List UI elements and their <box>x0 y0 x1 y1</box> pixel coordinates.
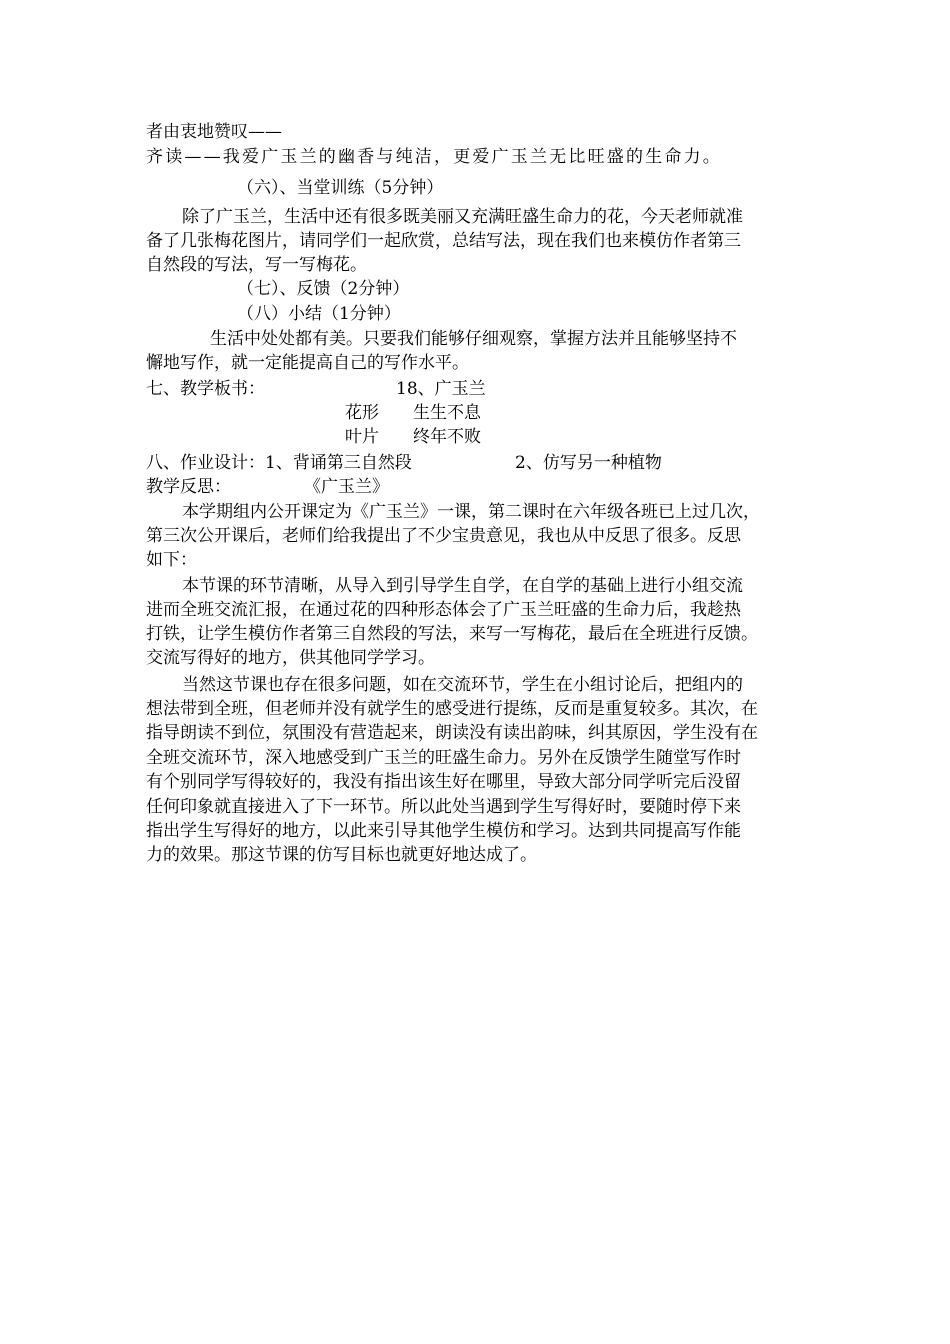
text-line-choral-reading: 齐读——我爱广玉兰的幽香与纯洁，更爱广玉兰无比旺盛的生命力。 <box>146 147 722 167</box>
text-line-18: 如下： <box>146 550 197 570</box>
text-line-23: 当然这节课也存在很多问题，如在交流环节，学生在小组讨论后，把组内的 <box>182 675 743 695</box>
text-line-10: 懈地写作，就一定能提高自己的写作水平。 <box>146 353 469 373</box>
board-term-evergreen: 终年不败 <box>413 427 481 447</box>
reflection-label: 教学反思： <box>146 477 231 497</box>
text-line-26: 全班交流环节，深入地感受到广玉兰的旺盛生命力。另外在反馈学生随堂写作时 <box>146 748 741 768</box>
text-line-25: 指导朗读不到位，氛围没有营造起来，朗读没有读出韵味，纠其原因，学生没有在 <box>146 723 758 743</box>
text-line-9: 生活中处处都有美。只要我们能够仔细观察，掌握方法并且能够坚持不 <box>210 329 737 349</box>
board-writing-row <box>146 377 806 401</box>
text-line-29: 指出学生写得好的地方，以此来引导其他学生模仿和学习。达到共同提高写作能 <box>146 821 741 841</box>
board-term-endless-life: 生生不息 <box>413 403 481 423</box>
board-term-leaf: 叶片 <box>345 427 379 447</box>
text-line-22: 交流写得好的地方，供其他同学学习。 <box>146 648 435 668</box>
section-heading-7: （七）、反馈（2分钟） <box>237 279 410 299</box>
text-line-19: 本节课的环节清晰，从导入到引导学生自学，在自学的基础上进行小组交流 <box>182 576 743 596</box>
homework-row <box>146 451 806 475</box>
text-line-5: 备了几张梅花图片，请同学们一起欣赏，总结写法，现在我们也来模仿作者第三 <box>146 231 741 251</box>
section-heading-8: （八）小结（1分钟） <box>237 304 401 324</box>
text-line-21: 打铁，让学生模仿作者第三自然段的写法，来写一写梅花，最后在全班进行反馈。 <box>146 624 758 644</box>
homework-item-2: 2、仿写另一种植物 <box>515 453 662 473</box>
section-heading-6: （六）、当堂训练（5分钟） <box>237 178 444 198</box>
text-line-30: 力的效果。那这节课的仿写目标也就更好地达成了。 <box>146 845 537 865</box>
text-line-27: 有个别同学写得较好的，我没有指出该生好在哪里，导致大部分同学听完后没留 <box>146 772 741 792</box>
board-writing-title: 18、广玉兰 <box>396 379 486 399</box>
reflection-title: 《广玉兰》 <box>304 477 389 497</box>
reflection-heading-row <box>146 475 806 499</box>
board-term-flower-shape: 花形 <box>345 403 379 423</box>
board-writing-row-flower <box>345 401 545 425</box>
text-line-17: 第三次公开课后，老师们给我提出了不少宝贵意见，我也从中反思了很多。反思 <box>146 526 741 546</box>
board-writing-row-leaf <box>345 425 545 449</box>
text-line-28: 任何印象就直接进入了下一环节。所以此处当遇到学生写得好时，要随时停下来 <box>146 797 741 817</box>
homework-item-1: 八、作业设计：1、背诵第三自然段 <box>146 453 412 473</box>
text-line-1: 者由衷地赞叹—— <box>146 122 282 142</box>
text-line-24: 想法带到全班，但老师并没有就学生的感受进行提练，反而是重复较多。其次，在 <box>146 699 758 719</box>
board-writing-label: 七、教学板书： <box>146 379 265 399</box>
text-line-20: 进而全班交流汇报，在通过花的四种形态体会了广玉兰旺盛的生命力后，我趁热 <box>146 600 741 620</box>
text-line-6: 自然段的写法，写一写梅花。 <box>146 255 367 275</box>
text-line-4: 除了广玉兰，生活中还有很多既美丽又充满旺盛生命力的花，今天老师就准 <box>182 207 743 227</box>
text-line-16: 本学期组内公开课定为《广玉兰》一课，第二课时在六年级各班已上过几次， <box>182 502 760 522</box>
